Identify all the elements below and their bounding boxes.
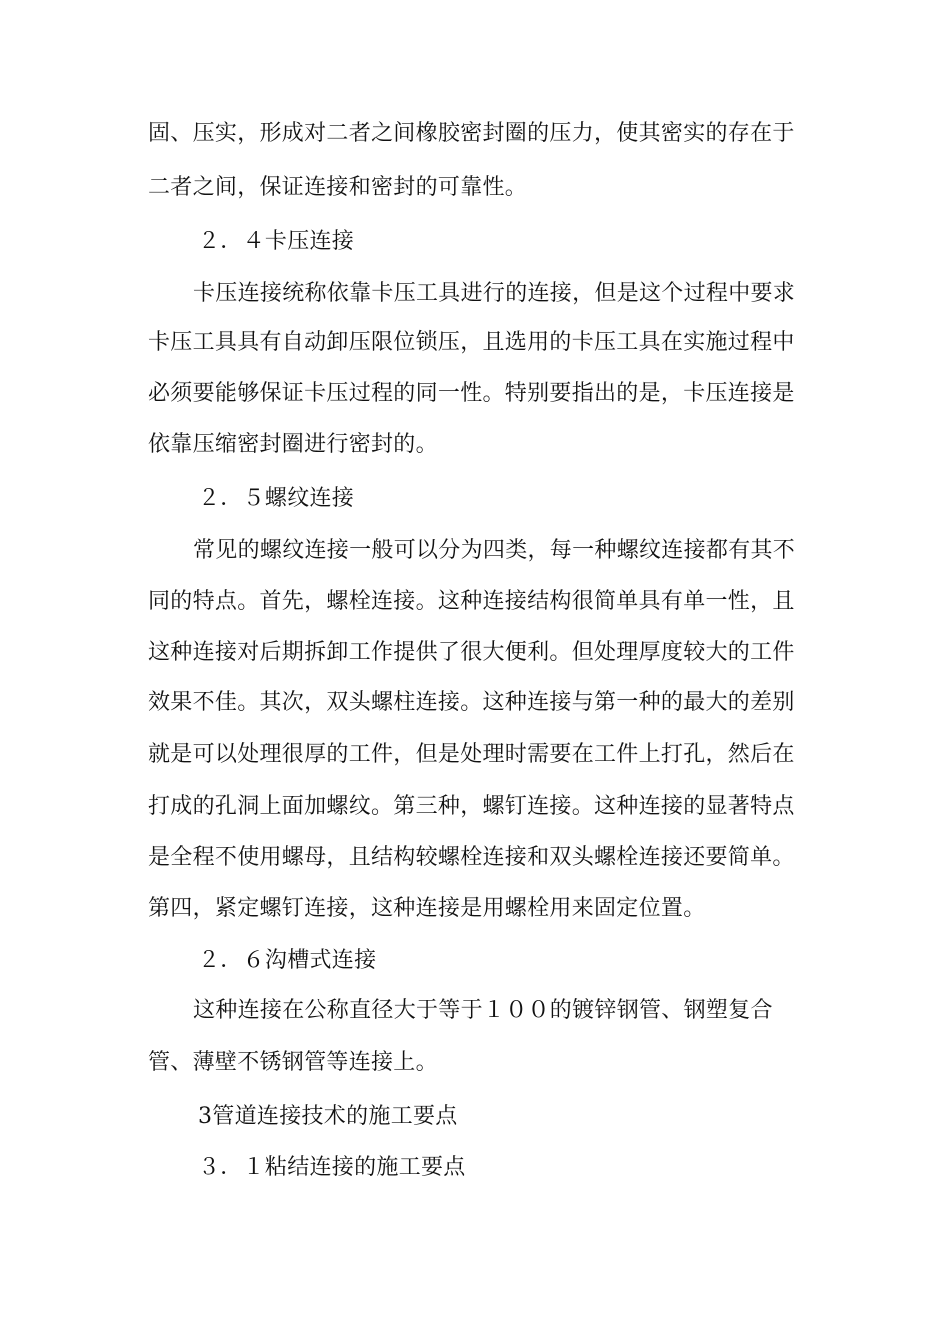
paragraph-line: 是全程不使用螺母，且结构较螺栓连接和双头螺栓连接还要简单。 bbox=[148, 845, 795, 870]
section-heading: ２．４卡压连接 bbox=[198, 229, 355, 254]
paragraph-line: 依靠压缩密封圈进行密封的。 bbox=[148, 432, 438, 457]
paragraph-line: 第四，紧定螺钉连接，这种连接是用螺栓用来固定位置。 bbox=[148, 896, 706, 921]
paragraph-line: 二者之间，保证连接和密封的可靠性。 bbox=[148, 175, 528, 200]
paragraph-line: 常见的螺纹连接一般可以分为四类，每一种螺纹连接都有其不 bbox=[193, 538, 796, 563]
paragraph-line: 效果不佳。其次，双头螺柱连接。这种连接与第一种的最大的差别 bbox=[148, 690, 795, 715]
section-heading: ３．１粘结连接的施工要点 bbox=[198, 1155, 466, 1180]
paragraph-line: 必须要能够保证卡压过程的同一性。特别要指出的是，卡压连接是 bbox=[148, 381, 795, 406]
paragraph-line: 固、压实，形成对二者之间橡胶密封圈的压力，使其密实的存在于 bbox=[148, 121, 795, 146]
paragraph-line: 就是可以处理很厚的工件，但是处理时需要在工件上打孔，然后在 bbox=[148, 742, 795, 767]
paragraph-line: 卡压工具具有自动卸压限位锁压，且选用的卡压工具在实施过程中 bbox=[148, 330, 795, 355]
paragraph-line: 这种连接对后期拆卸工作提供了很大便利。但处理厚度较大的工件 bbox=[148, 640, 795, 665]
paragraph-line: 卡压连接统称依靠卡压工具进行的连接，但是这个过程中要求 bbox=[193, 281, 796, 306]
section-heading: ２．５螺纹连接 bbox=[198, 486, 355, 511]
paragraph-line: 打成的孔洞上面加螺纹。第三种，螺钉连接。这种连接的显著特点 bbox=[148, 794, 795, 819]
paragraph-line: 管、薄壁不锈钢管等连接上。 bbox=[148, 1050, 438, 1075]
section-heading: 3管道连接技术的施工要点 bbox=[198, 1104, 458, 1129]
paragraph-line: 这种连接在公称直径大于等于１００的镀锌钢管、钢塑复合 bbox=[193, 998, 773, 1023]
section-heading: ２．６沟槽式连接 bbox=[198, 948, 377, 973]
paragraph-line: 同的特点。首先，螺栓连接。这种连接结构很简单具有单一性，且 bbox=[148, 589, 795, 614]
